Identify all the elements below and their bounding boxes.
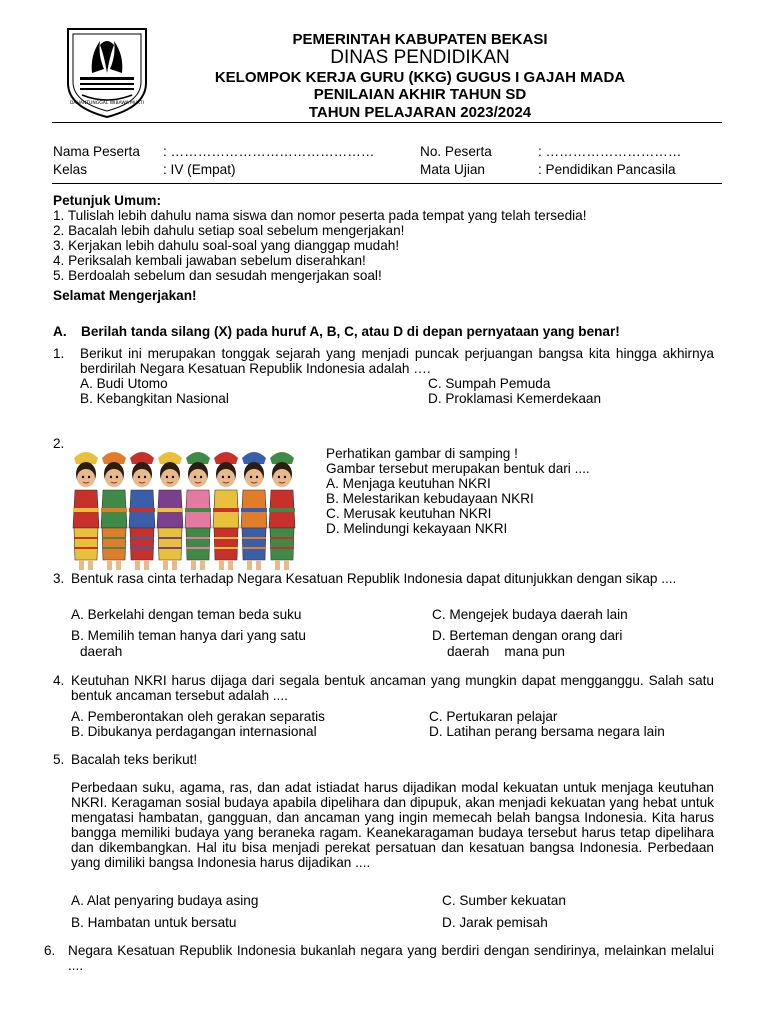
question-1-text: Berikut ini merupakan tonggak sejarah yang menjadi puncak perjuangan bangsa kita hingga akhirnya berdirilah Negara Kesatuan Republik Indonesia adalah …. — [80, 346, 714, 376]
header-divider — [52, 122, 722, 123]
question-number: 6. — [44, 943, 56, 958]
question-2-line1: Perhatikan gambar di samping ! — [326, 446, 518, 461]
child-figure — [241, 452, 267, 570]
option-d-continuation: daerah mana pun — [447, 644, 565, 659]
question-3-text: Bentuk rasa cinta terhadap Negara Kesatuan Republik Indonesia dapat ditunjukkan dengan sikap .... — [71, 571, 677, 586]
instruction-item: 4. Periksalah kembali jawaban sebelum diserahkan! — [53, 253, 366, 268]
instruction-item: 3. Kerjakan lebih dahulu soal-soal yang dianggap mudah! — [53, 238, 400, 253]
option-d[interactable]: D. Latihan perang bersama negara lain — [429, 724, 665, 739]
instruction-item: 1. Tulislah lebih dahulu nama siswa dan nomor peserta pada tempat yang telah tersedia! — [53, 208, 587, 223]
option-c[interactable]: C. Mengejek budaya daerah lain — [432, 607, 628, 622]
section-a-letter: A. — [53, 324, 67, 339]
logo-motto: DAHANTUNGGAL WIBAWA MUKTI — [70, 101, 144, 106]
option-b[interactable]: B. Memilih teman hanya dari yang satu — [71, 628, 306, 643]
instruction-item: 2. Bacalah lebih dahulu setiap soal sebelum mengerjakan! — [53, 223, 405, 238]
question-number: 4. — [53, 673, 65, 688]
traditional-costume-children-illustration — [70, 450, 298, 572]
option-d[interactable]: D. Melindungi kekayaan NKRI — [326, 521, 508, 536]
option-b[interactable]: B. Kebangkitan Nasional — [80, 391, 229, 406]
option-c[interactable]: C. Sumber kekuatan — [442, 893, 566, 908]
question-number: 1. — [53, 346, 65, 361]
nama-label: Nama Peserta — [53, 144, 140, 159]
instruction-item: 5. Berdoalah sebelum dan sesudah mengerjakan soal! — [53, 268, 382, 283]
child-figure — [129, 452, 155, 570]
header-exam: PENILAIAN AKHIR TAHUN SD — [313, 86, 527, 103]
nama-field[interactable]: : ……………………………………… — [163, 144, 375, 159]
identity-divider — [52, 183, 722, 184]
option-b[interactable]: B. Dibukanya perdagangan internasional — [71, 724, 317, 739]
header-group: KELOMPOK KERJA GURU (KKG) GUGUS I GAJAH MADA — [214, 69, 626, 86]
option-a[interactable]: A. Alat penyaring budaya asing — [71, 893, 259, 908]
child-figure — [157, 452, 183, 570]
option-a[interactable]: A. Budi Utomo — [80, 376, 168, 391]
section-a-title: Berilah tanda silang (X) pada huruf A, B, C, atau D di depan pernyataan yang benar! — [81, 324, 620, 339]
option-a[interactable]: A. Pemberontakan oleh gerakan separatis — [71, 709, 325, 724]
option-b[interactable]: B. Melestarikan kebudayaan NKRI — [326, 491, 534, 506]
question-4-text: Keutuhan NKRI harus dijaga dari segala bentuk ancaman yang mungkin dapat mengganggu. Salah satu bentuk ancaman tersebut adalah .... — [71, 673, 714, 703]
option-d[interactable]: D. Berteman dengan orang dari — [432, 628, 623, 643]
instructions-title: Petunjuk Umum: — [53, 193, 161, 208]
option-c[interactable]: C. Pertukaran pelajar — [429, 709, 558, 724]
mapel-value: : Pendidikan Pancasila — [538, 162, 676, 177]
header-year: TAHUN PELAJARAN 2023/2024 — [308, 104, 532, 121]
child-figure — [269, 452, 295, 570]
header-government: PEMERINTAH KABUPATEN BEKASI — [292, 31, 548, 48]
option-d[interactable]: D. Proklamasi Kemerdekaan — [428, 391, 602, 406]
closing-greeting: Selamat Mengerjakan! — [53, 288, 197, 303]
question-6-text: Negara Kesatuan Republik Indonesia bukanlah negara yang berdiri dengan sendirinya, melainkan melalui .... — [68, 943, 714, 973]
child-figure — [73, 452, 99, 570]
option-c[interactable]: C. Merusak keutuhan NKRI — [326, 506, 492, 521]
mapel-label: Mata Ujian — [420, 162, 485, 177]
no-peserta-label: No. Peserta — [420, 144, 492, 159]
kelas-label: Kelas — [53, 162, 88, 177]
option-b-continuation: daerah — [80, 644, 123, 659]
option-d[interactable]: D. Jarak pemisah — [442, 915, 548, 930]
header-department: DINAS PENDIDIKAN — [330, 47, 510, 68]
child-figure — [185, 452, 211, 570]
question-number: 3. — [53, 571, 65, 586]
child-figure — [101, 452, 127, 570]
kelas-value: : IV (Empat) — [163, 162, 236, 177]
option-a[interactable]: A. Menjaga keutuhan NKRI — [326, 476, 491, 491]
option-a[interactable]: A. Berkelahi dengan teman beda suku — [71, 607, 302, 622]
regency-logo — [62, 25, 152, 120]
no-peserta-field[interactable]: : ………………………… — [538, 144, 682, 159]
question-number: 5. — [53, 752, 65, 767]
option-c[interactable]: C. Sumpah Pemuda — [428, 376, 551, 391]
question-number: 2. — [53, 436, 65, 451]
question-5-passage: Perbedaan suku, agama, ras, dan adat istiadat harus dijadikan modal kekuatan untuk menjaga keutuhan NKRI. Keragaman sosial budaya apabila dipelihara dan dipupuk, akan menjadi kekuatan yang hebat untuk mengatasi hambatan, gangguan, dan ancaman yang ingin memecah belah bangsa Indonesia. Kita harus bangga memiliki budaya yang beraneka ragam. Keanekaragaman budaya tersebut harus tetap dipelihara dan dikembangkan. Hal itu bisa menjadi perekat persatuan dan kesatuan bangsa Indonesia. Perbedaan yang dimiliki bangsa Indonesia harus dijadikan .... — [71, 780, 714, 870]
child-figure — [213, 452, 239, 570]
question-2-line2: Gambar tersebut merupakan bentuk dari .... — [326, 461, 590, 476]
option-b[interactable]: B. Hambatan untuk bersatu — [71, 915, 237, 930]
question-5-intro: Bacalah teks berikut! — [71, 752, 198, 767]
